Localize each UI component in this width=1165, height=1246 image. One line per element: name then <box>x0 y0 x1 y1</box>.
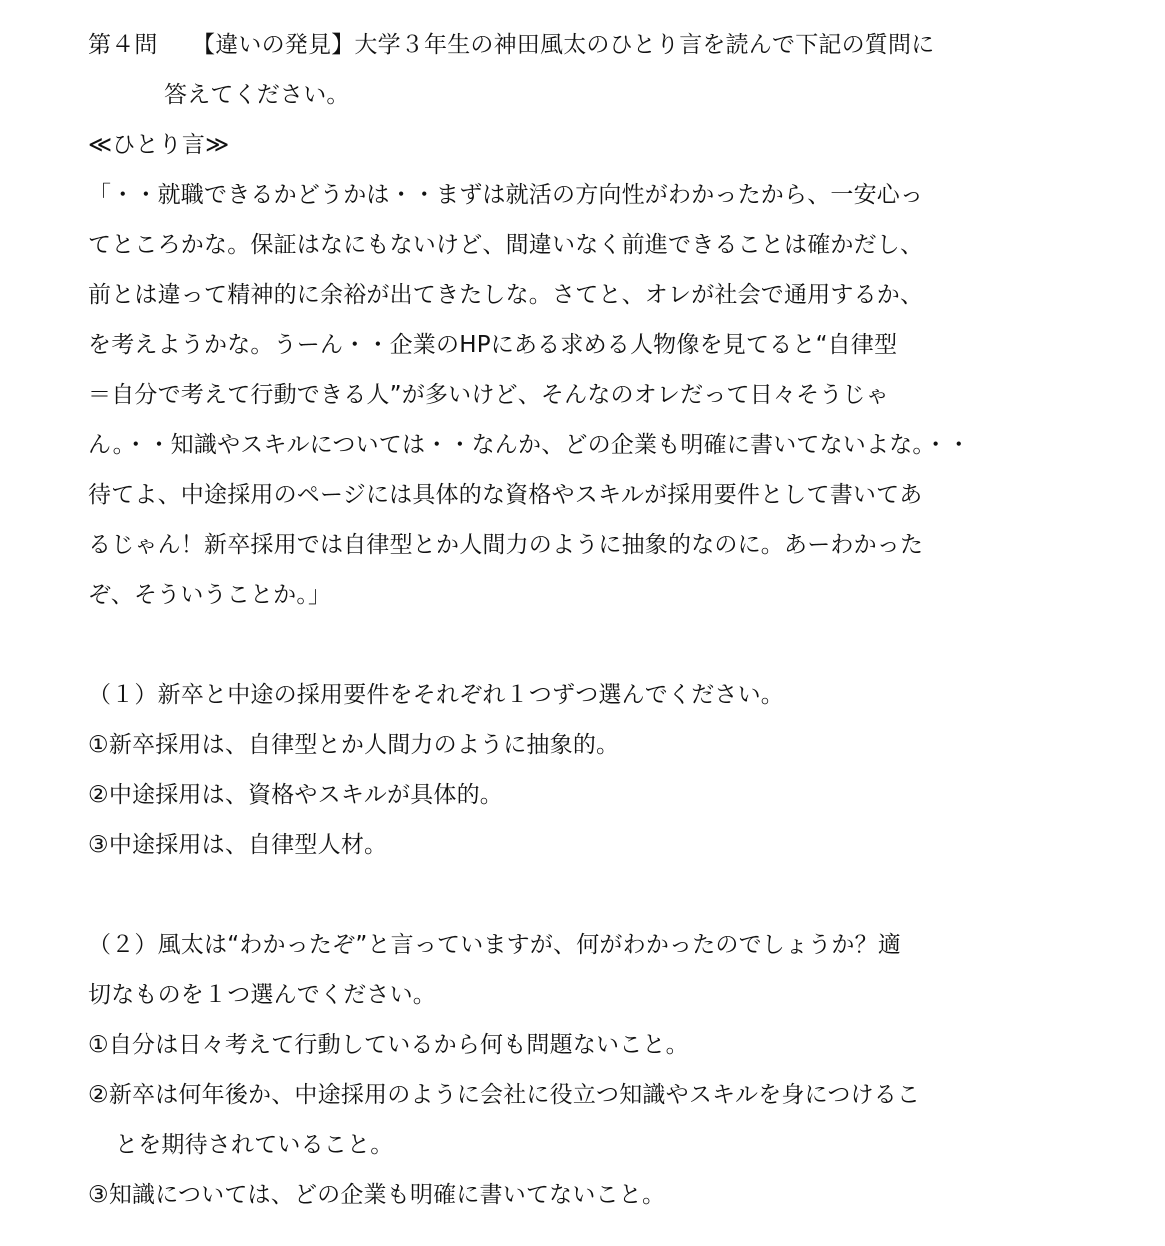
monologue-line: てところかな。保証はなにもないけど、間違いなく前進できることは確かだし、 <box>88 232 924 258</box>
monologue-line: るじゃん！新卒採用では自律型とか人間力のように抽象的なのに。あーわかった <box>88 532 924 558</box>
monologue-line: 待てよ、中途採用のページには具体的な資格やスキルが採用要件として書いてあ <box>88 482 923 508</box>
question-title: 【違いの発見】大学３年生の神田風太のひとり言を読んで下記の質問に <box>192 32 935 58</box>
spacer <box>88 620 1008 670</box>
monologue-line: を考えようかな。うーん・・企業のHPにある求める人物像を見てると“自律型 <box>88 332 898 358</box>
q2-prompt-line-1: （２）風太は“わかったぞ”と言っていますが、何がわかったのでしょうか？適 <box>88 932 902 958</box>
monologue-line: 「・・就職できるかどうかは・・まずは就活の方向性がわかったから、一安心っ <box>88 182 924 208</box>
q2-option-1[interactable]: ①自分は日々考えて行動しているから何も問題ないこと。 <box>88 1032 689 1058</box>
q2-option-3[interactable]: ③知識については、どの企業も明確に書いてないこと。 <box>88 1182 666 1208</box>
q2-option-2-continued[interactable]: とを期待されていること。 <box>115 1132 394 1158</box>
monologue-line: ん。・・知識やスキルについては・・なんか、どの企業も明確に書いてないよな。・・ <box>88 432 971 458</box>
q1-option-3[interactable]: ③中途採用は、自律型人材。 <box>88 832 388 858</box>
q1-option-1[interactable]: ①新卒採用は、自律型とか人間力のように抽象的。 <box>88 732 620 758</box>
question-title-line-2: 答えてください。 <box>164 82 350 108</box>
question-title-line-1 <box>88 20 1008 70</box>
q1-prompt: （１）新卒と中途の採用要件をそれぞれ１つずつ選んでください。 <box>88 682 784 708</box>
monologue-line: 前とは違って精神的に余裕が出てきたしな。さてと、オレが社会で通用するか、 <box>88 282 924 308</box>
monologue-line: ＝自分で考えて行動できる人”が多いけど、そんなのオレだって日々そうじゃ <box>88 382 889 408</box>
question-number: 第４問 <box>88 32 158 58</box>
monologue-line: ぞ、そういうことか。」 <box>88 582 332 608</box>
q2-prompt-line-2: 切なものを１つ選んでください。 <box>88 982 436 1008</box>
worksheet-page <box>88 20 1008 1220</box>
q2-option-2[interactable]: ②新卒は何年後か、中途採用のように会社に役立つ知識やスキルを身につけるこ <box>88 1082 921 1108</box>
spacer <box>88 870 1008 920</box>
monologue-heading: ≪ひとり言≫ <box>88 132 230 158</box>
q1-option-2[interactable]: ②中途採用は、資格やスキルが具体的。 <box>88 782 503 808</box>
